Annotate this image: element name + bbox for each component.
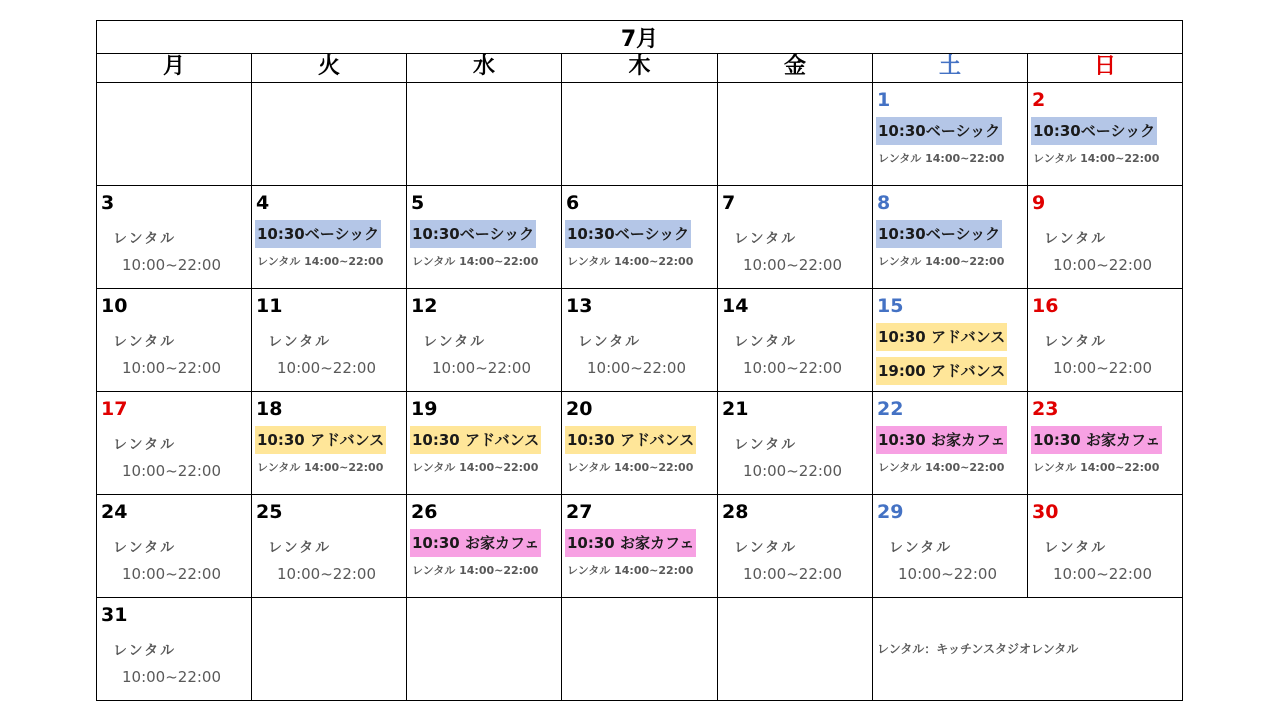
- rental-time: 10:00~22:00: [122, 462, 222, 480]
- rental-time: 10:00~22:00: [122, 668, 222, 686]
- empty-cell: [562, 83, 718, 186]
- rental-time: 10:00~22:00: [743, 359, 843, 377]
- empty-cell: [252, 598, 407, 701]
- event-basic: 10:30ベーシック: [876, 220, 1002, 248]
- weekday-header: 火: [252, 54, 407, 83]
- rental-label: レンタル: [423, 334, 487, 350]
- day-number: 25: [256, 501, 283, 523]
- rental-label: レンタル: [1044, 540, 1108, 556]
- calendar-body: [97, 83, 1183, 701]
- day-cell: [718, 495, 873, 598]
- rental-note: レンタル 14:00~22:00: [567, 461, 694, 474]
- rental-label: レンタル: [578, 334, 642, 350]
- weekday-header: 水: [407, 54, 562, 83]
- day-cell: [97, 289, 252, 392]
- empty-cell: [718, 598, 873, 701]
- event-cafe: 10:30 お家カフェ: [410, 529, 541, 557]
- rental-time: 10:00~22:00: [743, 256, 843, 274]
- day-cell: [1028, 392, 1183, 495]
- week-row: [97, 598, 1183, 701]
- event-cafe: 10:30 お家カフェ: [1031, 426, 1162, 454]
- rental-label: レンタル: [734, 334, 798, 350]
- day-number: 9: [1032, 192, 1046, 214]
- event-advance: 10:30 アドバンス: [410, 426, 541, 454]
- rental-note: レンタル 14:00~22:00: [412, 564, 539, 577]
- rental-time: 10:00~22:00: [1053, 565, 1153, 583]
- legend-text: レンタル：キッチンスタジオレンタル: [877, 642, 1079, 656]
- day-number: 2: [1032, 89, 1046, 111]
- empty-cell: [252, 83, 407, 186]
- day-number: 30: [1032, 501, 1059, 523]
- event-basic: 10:30ベーシック: [255, 220, 381, 248]
- day-cell: [562, 186, 718, 289]
- rental-time: 10:00~22:00: [122, 256, 222, 274]
- day-cell: [718, 392, 873, 495]
- day-cell: [407, 186, 562, 289]
- day-cell: [407, 495, 562, 598]
- day-cell: [562, 289, 718, 392]
- day-cell: [97, 392, 252, 495]
- day-number: 5: [411, 192, 425, 214]
- rental-time: 10:00~22:00: [277, 359, 377, 377]
- day-number: 17: [101, 398, 128, 420]
- rental-label: レンタル: [268, 540, 332, 556]
- event-basic: 10:30ベーシック: [876, 117, 1002, 145]
- day-number: 13: [566, 295, 593, 317]
- rental-time: 10:00~22:00: [587, 359, 687, 377]
- week-row: [97, 392, 1183, 495]
- day-number: 15: [877, 295, 904, 317]
- rental-note: レンタル 14:00~22:00: [878, 461, 1005, 474]
- event-advance: 10:30 アドバンス: [876, 323, 1007, 351]
- day-cell: [252, 186, 407, 289]
- rental-time: 10:00~22:00: [743, 462, 843, 480]
- weekday-header: 日: [1028, 54, 1183, 83]
- day-cell: [718, 186, 873, 289]
- event-cafe: 10:30 お家カフェ: [565, 529, 696, 557]
- rental-label: レンタル: [1044, 334, 1108, 350]
- day-cell: [97, 598, 252, 701]
- day-number: 21: [722, 398, 749, 420]
- rental-note: レンタル 14:00~22:00: [1033, 461, 1160, 474]
- day-cell: [252, 289, 407, 392]
- rental-label: レンタル: [734, 540, 798, 556]
- empty-cell: [718, 83, 873, 186]
- event-cafe: 10:30 お家カフェ: [876, 426, 1007, 454]
- weekday-header: 月: [97, 54, 252, 83]
- rental-note: レンタル 14:00~22:00: [412, 461, 539, 474]
- event-advance: 10:30 アドバンス: [255, 426, 386, 454]
- event-advance: 19:00 アドバンス: [876, 357, 1007, 385]
- week-row: [97, 495, 1183, 598]
- day-number: 1: [877, 89, 891, 111]
- calendar-table: [96, 20, 1183, 701]
- day-number: 24: [101, 501, 128, 523]
- rental-time: 10:00~22:00: [743, 565, 843, 583]
- day-number: 8: [877, 192, 891, 214]
- rental-label: レンタル: [268, 334, 332, 350]
- day-cell: [97, 186, 252, 289]
- day-number: 12: [411, 295, 438, 317]
- day-number: 6: [566, 192, 580, 214]
- day-cell: [407, 392, 562, 495]
- rental-label: レンタル: [734, 437, 798, 453]
- rental-time: 10:00~22:00: [432, 359, 532, 377]
- day-cell: [97, 495, 252, 598]
- event-advance: 10:30 アドバンス: [565, 426, 696, 454]
- rental-time: 10:00~22:00: [122, 359, 222, 377]
- rental-note: レンタル 14:00~22:00: [1033, 152, 1160, 165]
- rental-note: レンタル 14:00~22:00: [257, 461, 384, 474]
- day-cell: [873, 392, 1028, 495]
- day-cell: [873, 186, 1028, 289]
- event-basic: 10:30ベーシック: [410, 220, 536, 248]
- day-cell: [1028, 83, 1183, 186]
- day-number: 23: [1032, 398, 1059, 420]
- day-number: 10: [101, 295, 128, 317]
- day-number: 22: [877, 398, 904, 420]
- rental-label: レンタル: [889, 540, 953, 556]
- rental-time: 10:00~22:00: [1053, 256, 1153, 274]
- rental-time: 10:00~22:00: [277, 565, 377, 583]
- rental-label: レンタル: [1044, 231, 1108, 247]
- rental-note: レンタル 14:00~22:00: [878, 152, 1005, 165]
- rental-note: レンタル 14:00~22:00: [257, 255, 384, 268]
- rental-label: レンタル: [734, 231, 798, 247]
- day-cell: [562, 495, 718, 598]
- day-number: 11: [256, 295, 283, 317]
- event-basic: 10:30ベーシック: [1031, 117, 1157, 145]
- rental-label: レンタル: [113, 231, 177, 247]
- day-number: 18: [256, 398, 283, 420]
- day-number: 4: [256, 192, 270, 214]
- day-cell: [873, 83, 1028, 186]
- day-number: 31: [101, 604, 128, 626]
- day-cell: [1028, 186, 1183, 289]
- day-number: 20: [566, 398, 593, 420]
- empty-cell: [562, 598, 718, 701]
- day-number: 27: [566, 501, 593, 523]
- day-cell: [873, 289, 1028, 392]
- week-row: [97, 186, 1183, 289]
- day-cell: [873, 495, 1028, 598]
- rental-note: レンタル 14:00~22:00: [567, 564, 694, 577]
- rental-time: 10:00~22:00: [122, 565, 222, 583]
- weekday-header: 土: [873, 54, 1028, 83]
- rental-note: レンタル 14:00~22:00: [567, 255, 694, 268]
- weekday-header: 木: [562, 54, 718, 83]
- rental-label: レンタル: [113, 334, 177, 350]
- day-cell: [252, 392, 407, 495]
- month-title: 7月: [97, 21, 1183, 54]
- day-number: 26: [411, 501, 438, 523]
- day-number: 29: [877, 501, 904, 523]
- day-number: 19: [411, 398, 438, 420]
- weekday-header-row: [97, 54, 1183, 83]
- weekday-header: 金: [718, 54, 873, 83]
- rental-note: レンタル 14:00~22:00: [878, 255, 1005, 268]
- day-cell: [1028, 495, 1183, 598]
- empty-cell: [97, 83, 252, 186]
- rental-label: レンタル: [113, 643, 177, 659]
- day-number: 16: [1032, 295, 1059, 317]
- day-cell: [1028, 289, 1183, 392]
- rental-time: 10:00~22:00: [898, 565, 998, 583]
- rental-label: レンタル: [113, 540, 177, 556]
- empty-cell: [407, 83, 562, 186]
- rental-note: レンタル 14:00~22:00: [412, 255, 539, 268]
- day-cell: [718, 289, 873, 392]
- day-cell: [562, 392, 718, 495]
- rental-time: 10:00~22:00: [1053, 359, 1153, 377]
- empty-cell: [407, 598, 562, 701]
- day-number: 7: [722, 192, 736, 214]
- event-basic: 10:30ベーシック: [565, 220, 691, 248]
- day-number: 14: [722, 295, 749, 317]
- legend-cell: [873, 598, 1183, 701]
- rental-label: レンタル: [113, 437, 177, 453]
- day-number: 3: [101, 192, 115, 214]
- day-cell: [252, 495, 407, 598]
- day-cell: [407, 289, 562, 392]
- week-row: [97, 83, 1183, 186]
- day-number: 28: [722, 501, 749, 523]
- week-row: [97, 289, 1183, 392]
